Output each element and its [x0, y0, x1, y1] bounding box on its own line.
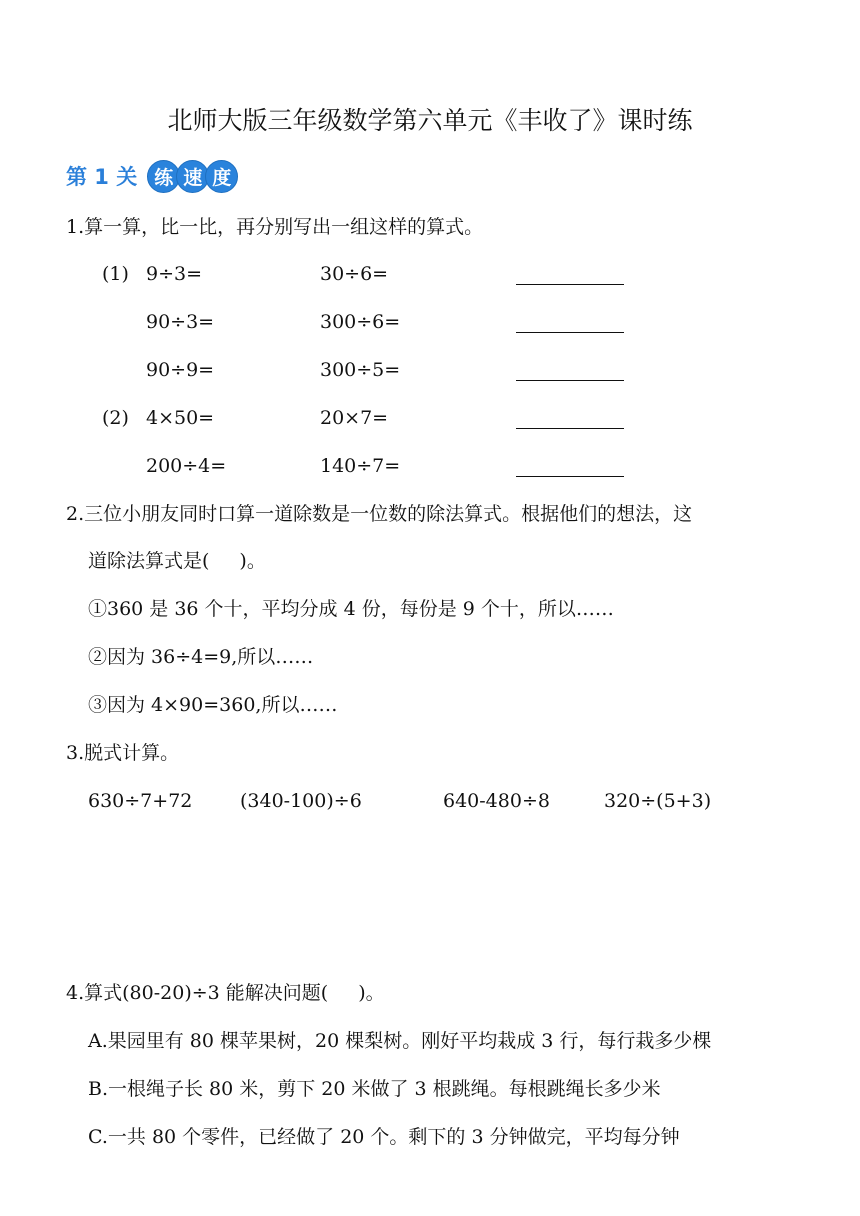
level-label: 第 1 关 — [66, 165, 138, 189]
level-header — [66, 160, 234, 192]
q1-row4-expr-a: 4×50= — [146, 407, 215, 429]
answer-blank[interactable] — [516, 332, 624, 333]
q2-prompt-start: 道除法算式是( — [88, 550, 210, 572]
q1-row1-expr-b: 30÷6= — [320, 263, 389, 285]
answer-blank[interactable] — [516, 428, 624, 429]
q1-row2-expr-a: 90÷3= — [146, 311, 215, 333]
q4-option-b: B.一根绳子长 80 米，剪下 20 米做了 3 根跳绳。每根跳绳长多少米 — [88, 1078, 661, 1100]
q1-prompt: 1.算一算，比一比，再分别写出一组这样的算式。 — [66, 216, 484, 238]
badge-char-1: 练 — [147, 160, 180, 193]
q3-expr-1: 630÷7+72 — [88, 790, 193, 812]
q1-row2-expr-b: 300÷6= — [320, 311, 401, 333]
q1-row5-expr-b: 140÷7= — [320, 455, 401, 477]
q3-expr-2: (340-100)÷6 — [240, 790, 362, 812]
q1-row5-expr-a: 200÷4= — [146, 455, 227, 477]
badge-char-2: 速 — [176, 160, 209, 193]
answer-blank[interactable] — [516, 380, 624, 381]
q4-prompt-start: 4.算式(80-20)÷3 能解决问题( — [66, 982, 329, 1004]
q4-prompt — [66, 979, 385, 1007]
badge-char-3: 度 — [205, 160, 238, 193]
q2-option-3: ③因为 4×90=360,所以…… — [88, 694, 338, 716]
q3-prompt: 3.脱式计算。 — [66, 742, 180, 764]
q2-prompt-line2 — [88, 547, 266, 575]
q4-option-a: A.果园里有 80 棵苹果树，20 棵梨树。刚好平均栽成 3 行，每行栽多少棵 — [88, 1030, 712, 1052]
level-badge — [147, 160, 234, 193]
q3-expr-4: 320÷(5+3) — [604, 790, 712, 812]
q2-option-2: ②因为 36÷4=9,所以…… — [88, 646, 314, 668]
q1-group1-label: (1) — [102, 263, 129, 285]
q3-expr-3: 640-480÷8 — [443, 790, 550, 812]
answer-blank[interactable] — [516, 284, 624, 285]
q2-prompt-end: )。 — [239, 550, 266, 572]
q1-row3-expr-b: 300÷5= — [320, 359, 401, 381]
q1-row4-expr-b: 20×7= — [320, 407, 389, 429]
page-title: 北师大版三年级数学第六单元《丰收了》课时练 — [167, 106, 693, 135]
q1-group2-label: (2) — [102, 407, 129, 429]
q1-row3-expr-a: 90÷9= — [146, 359, 215, 381]
q2-prompt-line1: 2.三位小朋友同时口算一道除数是一位数的除法算式。根据他们的想法，这 — [66, 503, 693, 525]
q4-option-c: C.一共 80 个零件，已经做了 20 个。剩下的 3 分钟做完，平均每分钟 — [88, 1126, 680, 1148]
q1-row1-expr-a: 9÷3= — [146, 263, 203, 285]
answer-blank[interactable] — [516, 476, 624, 477]
q4-prompt-end: )。 — [358, 982, 385, 1004]
q2-option-1: ①360 是 36 个十，平均分成 4 份，每份是 9 个十，所以…… — [88, 598, 614, 620]
